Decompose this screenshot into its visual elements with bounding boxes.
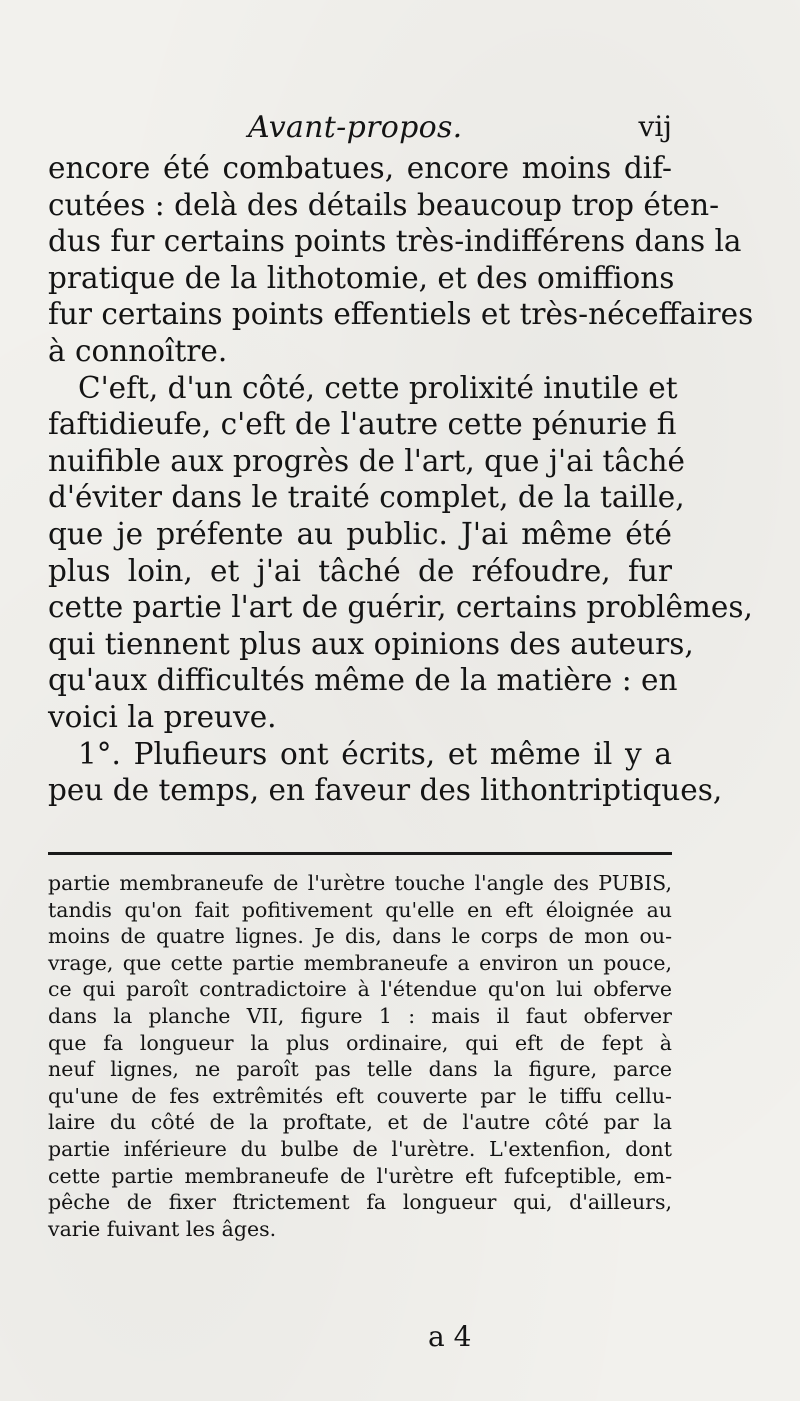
footnote-line: vrage, que cette partie membraneufe a environ un pouce, xyxy=(48,950,672,975)
main-text xyxy=(48,150,754,809)
signature-mark: a 4 xyxy=(428,1320,472,1353)
running-head: Avant-propos. xyxy=(248,110,463,145)
text-line: dus fur certains points très-indifférens dans la xyxy=(48,224,742,259)
footnote-divider xyxy=(48,852,672,855)
text-line: qu'aux difficultés même de la matière : en xyxy=(48,663,678,698)
footnote-line: que fa longueur la plus ordinaire, qui eft de fept à xyxy=(48,1030,672,1055)
text-line: voici la preuve. xyxy=(48,699,277,734)
text-line: pratique de la lithotomie, et des omiffions xyxy=(48,260,675,295)
text-line: cutées : delà des détails beaucoup trop éten- xyxy=(48,187,720,222)
text-line: peu de temps, en faveur des lithontriptiques, xyxy=(48,773,723,808)
footnote-line: laire du côté de la proftate, et de l'autre côté par la xyxy=(48,1110,672,1135)
text-line: que je préfente au public. J'ai même été xyxy=(48,516,672,551)
footnote-line: varie fuivant les âges. xyxy=(48,1216,277,1241)
footnote-line: moins de quatre lignes. Je dis, dans le corps de mon ou- xyxy=(48,924,672,949)
page-header xyxy=(48,110,672,150)
text-line: encore été combatues, encore moins dif- xyxy=(48,151,672,185)
text-line: cette partie l'art de guérir, certains problêmes, xyxy=(48,590,753,625)
text-line: nuifible aux progrès de l'art, que j'ai tâché xyxy=(48,443,685,478)
text-line: fur certains points effentiels et très-néceffaires xyxy=(48,297,754,332)
footnote xyxy=(48,870,672,1242)
text-line: d'éviter dans le traité complet, de la taille, xyxy=(48,480,685,515)
text-line: plus loin, et j'ai tâché de réfoudre, fur xyxy=(48,553,672,588)
footnote-line: ce qui paroît contradictoire à l'étendue qu'on lui obferve xyxy=(48,977,672,1002)
text-line: 1°. Plufieurs ont écrits, et même il y a xyxy=(78,736,672,771)
footnote-line: tandis qu'on fait pofitivement qu'elle en eft éloignée au xyxy=(48,897,672,922)
page-number: vij xyxy=(638,110,672,143)
footnote-line: qu'une de fes extrêmités eft couverte par le tiffu cellu- xyxy=(48,1083,672,1108)
footnote-line: pêche de fixer ftrictement fa longueur qui, d'ailleurs, xyxy=(48,1190,672,1215)
footnote-line: partie membraneufe de l'urètre touche l'angle des PUBIS, xyxy=(48,871,672,895)
footnote-line: dans la planche VII, figure 1 : mais il faut obferver xyxy=(48,1003,672,1028)
footnote-line: neuf lignes, ne paroît pas telle dans la figure, parce xyxy=(48,1057,672,1082)
text-line: faftidieufe, c'eft de l'autre cette pénurie fi xyxy=(48,407,677,442)
text-line: qui tiennent plus aux opinions des auteurs, xyxy=(48,626,694,661)
footnote-line: cette partie membraneufe de l'urètre eft fufceptible, em- xyxy=(48,1163,672,1188)
text-line: à connoître. xyxy=(48,333,228,368)
text-line: C'eft, d'un côté, cette prolixité inutile et xyxy=(78,370,678,405)
footnote-line: partie inférieure du bulbe de l'urètre. L'extenfion, dont xyxy=(48,1136,672,1161)
